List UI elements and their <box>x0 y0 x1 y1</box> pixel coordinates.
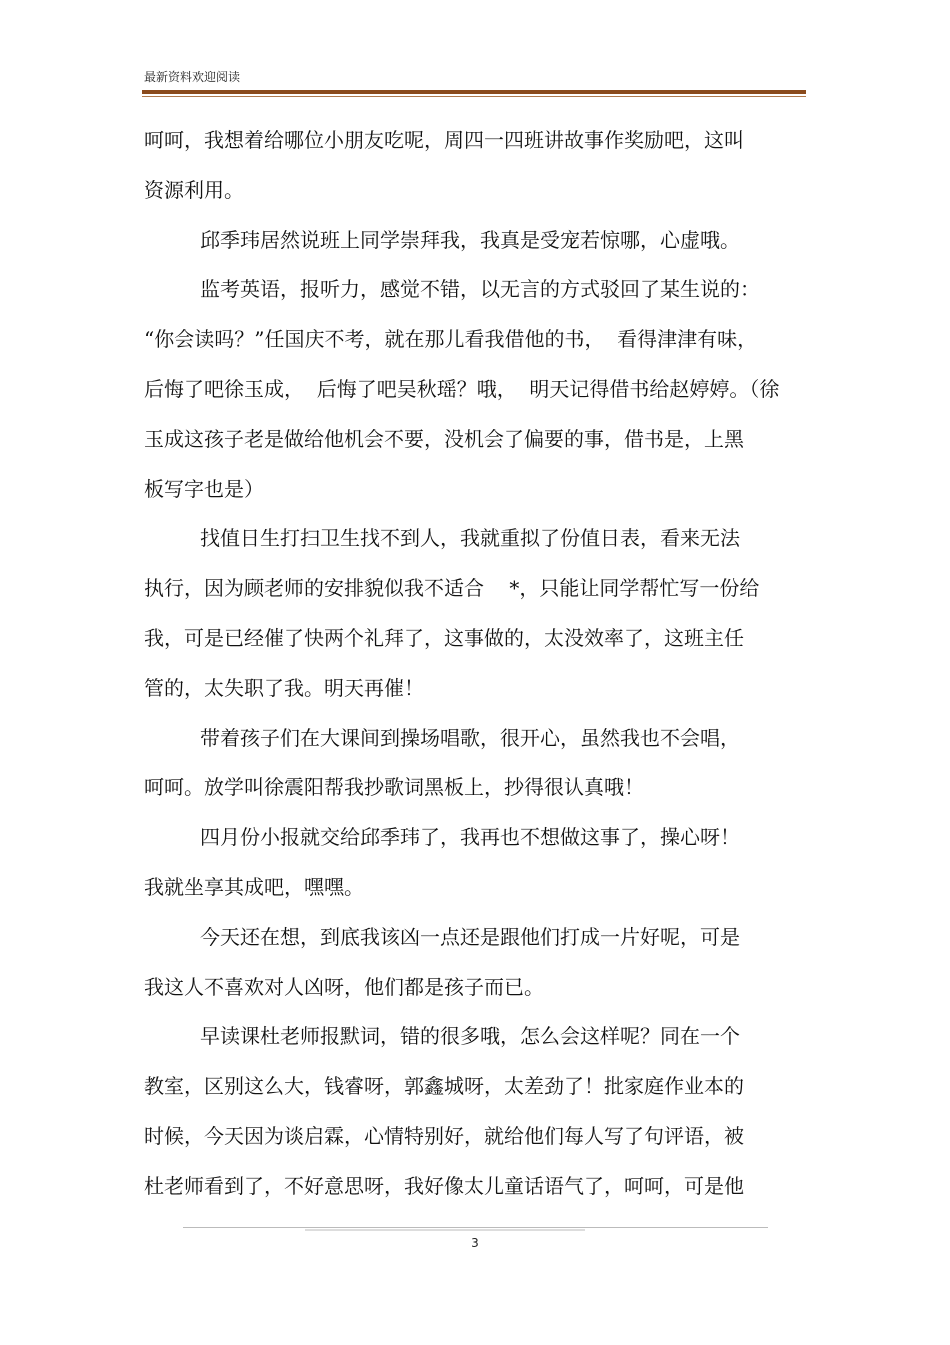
text-line: 执行，因为顾老师的安排貌似我不适合 *，只能让同学帮忙写一份给 <box>144 576 760 601</box>
text-line: 教室，区别这么大，钱睿呀，郭鑫城呀，太差劲了！批家庭作业本的 <box>144 1074 744 1099</box>
header-rule-thick <box>142 90 806 94</box>
text-line: 今天还在想，到底我该凶一点还是跟他们打成一片好呢，可是 <box>200 924 740 949</box>
text-line: 我这人不喜欢对人凶呀，他们都是孩子而已。 <box>144 974 544 999</box>
text-line: 四月份小报就交给邱季玮了，我再也不想做这事了，操心呀！ <box>200 825 740 850</box>
text-line: “你会读吗？”任国庆不考，就在那儿看我借他的书， 看得津津有味， <box>144 327 758 352</box>
header-rule-thin <box>142 96 806 97</box>
page-header-text: 最新资料欢迎阅读 <box>144 70 241 84</box>
text-line: 我，可是已经催了快两个礼拜了，这事做的，太没效率了，这班主任 <box>144 625 744 650</box>
text-line: 资源利用。 <box>144 177 244 202</box>
page-number: 3 <box>471 1236 479 1250</box>
text-line: 监考英语，报听力，感觉不错，以无言的方式驳回了某生说的： <box>200 277 760 302</box>
text-line: 邱季玮居然说班上同学崇拜我，我真是受宠若惊哪，心虚哦。 <box>200 227 740 252</box>
text-line: 呵呵，我想着给哪位小朋友吃呢，周四一四班讲故事作奖励吧，这叫 <box>144 128 744 152</box>
text-line: 玉成这孩子老是做给他机会不要，没机会了偏要的事，借书是，上黑 <box>144 426 744 451</box>
text-line: 板写字也是） <box>144 476 264 501</box>
text-line: 后悔了吧徐玉成， 后悔了吧吴秋瑶？哦， 明天记得借书给赵婷婷。（徐 <box>144 376 780 401</box>
text-line: 管的，太失职了我。明天再催！ <box>144 675 424 700</box>
footer-rule-shadow <box>305 1229 585 1231</box>
text-line: 呵呵。放学叫徐震阳帮我抄歌词黑板上，抄得很认真哦！ <box>144 775 644 800</box>
text-line: 时候，今天因为谈启霖，心情特别好，就给他们每人写了句评语，被 <box>144 1123 744 1148</box>
text-line: 早读课杜老师报默词，错的很多哦，怎么会这样呢？同在一个 <box>200 1024 740 1049</box>
text-line: 找值日生打扫卫生找不到人，我就重拟了份值日表，看来无法 <box>200 526 740 551</box>
text-line: 带着孩子们在大课间到操场唱歌，很开心，虽然我也不会唱， <box>200 725 740 750</box>
text-line: 杜老师看到了，不好意思呀，我好像太儿童话语气了，呵呵，可是他 <box>144 1173 744 1198</box>
footer-rule <box>183 1227 768 1228</box>
document-body <box>144 116 824 1212</box>
text-line: 我就坐享其成吧，嘿嘿。 <box>144 874 364 899</box>
